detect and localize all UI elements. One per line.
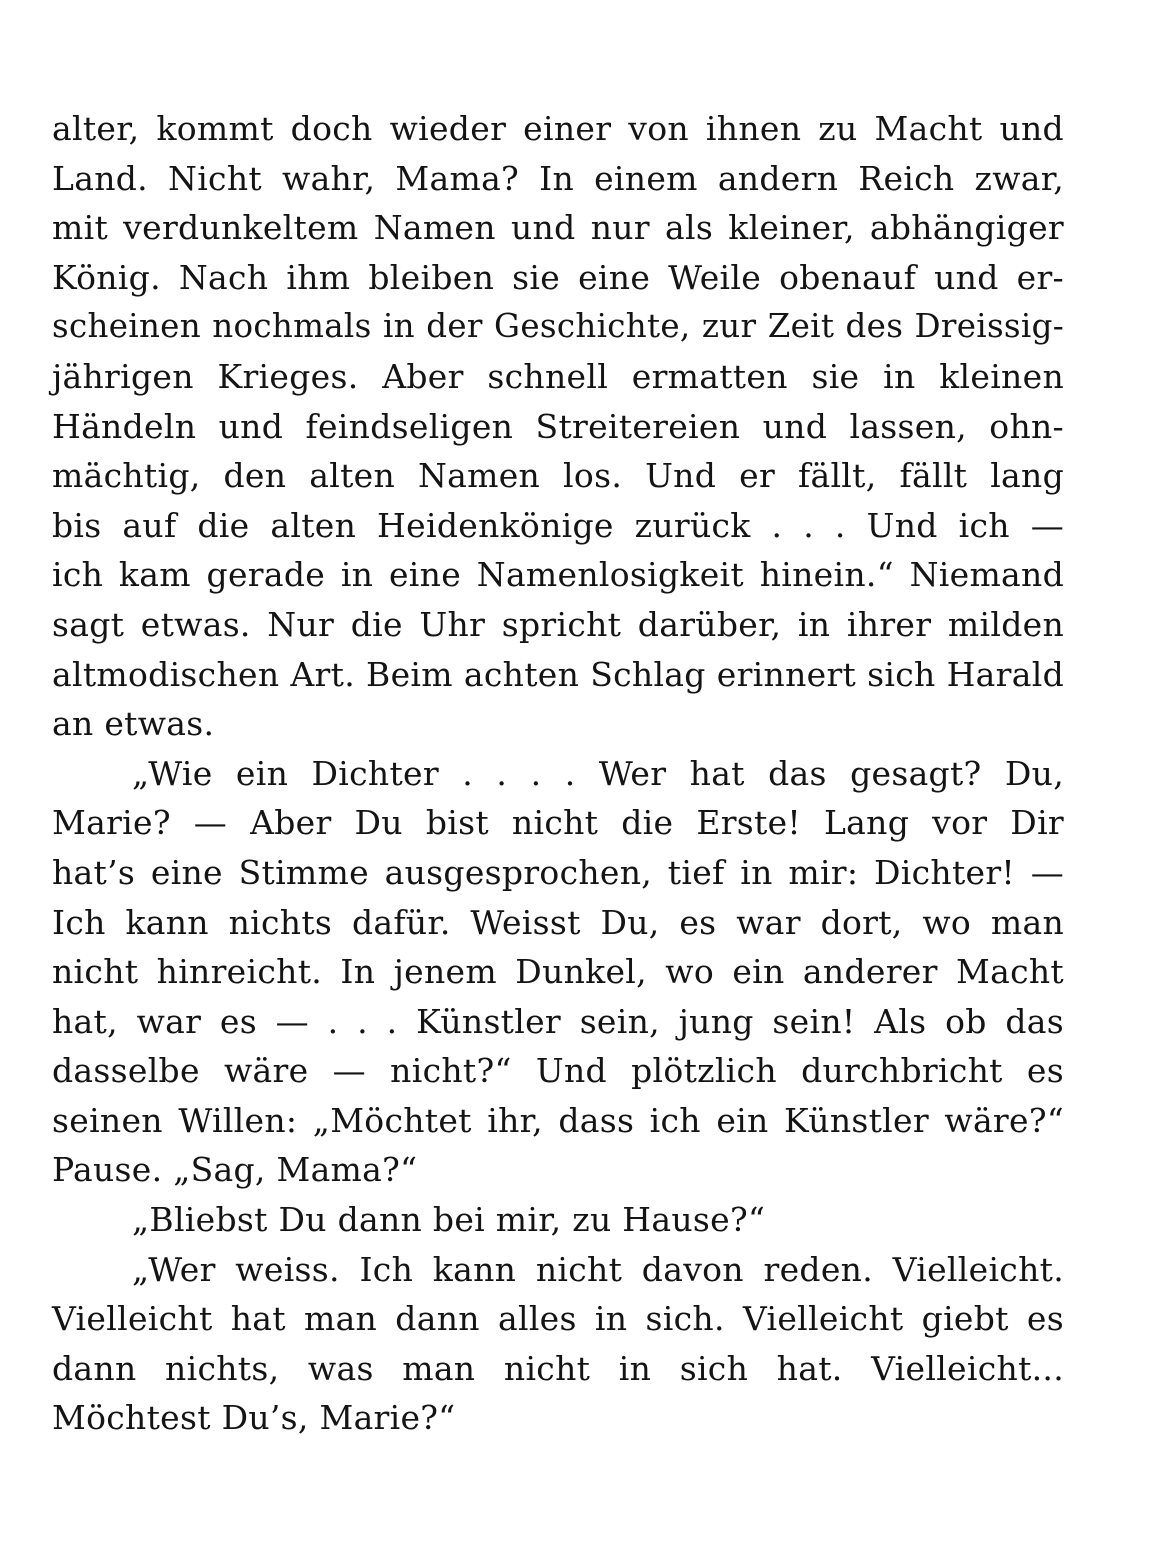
text-line: hat’s eine Stimme ausgesprochen, tief in mir: Dichter! — bbox=[52, 852, 1064, 892]
text-line: seinen Willen: „Möchtet ihr, dass ich ein Künstler wäre?“ bbox=[52, 1100, 1064, 1140]
text-line: scheinen nochmals in der Geschichte, zur Zeit des Dreissig- bbox=[52, 307, 1064, 346]
text-line: Ich kann nichts dafür. Weisst Du, es war dort, wo man bbox=[52, 902, 1064, 942]
text-line: Vielleicht hat man dann alles in sich. Vielleicht giebt es bbox=[52, 1299, 1064, 1339]
text-line: Land. Nicht wahr, Mama? In einem andern Reich zwar, bbox=[52, 158, 1064, 198]
text-line: alter, kommt doch wieder einer von ihnen zu Macht und bbox=[52, 109, 1064, 148]
text-line: dann nichts, was man nicht in sich hat. Vielleicht... bbox=[52, 1348, 1064, 1388]
text-line: an etwas. bbox=[52, 704, 215, 744]
text-line: jährigen Krieges. Aber schnell ermatten sie in kleinen bbox=[52, 356, 1064, 396]
page-text-block bbox=[52, 104, 1064, 1443]
text-line: Händeln und feindseligen Streitereien und lassen, ohn- bbox=[52, 406, 1064, 446]
text-line: Pause. „Sag, Mama?“ bbox=[52, 1150, 418, 1190]
text-line: mächtig, den alten Namen los. Und er fällt, fällt lang bbox=[52, 456, 1064, 496]
text-line: ich kam gerade in eine Namenlosigkeit hinein.“ Niemand bbox=[52, 555, 1064, 595]
text-line: „Bliebst Du dann bei mir, zu Hause?“ bbox=[132, 1200, 766, 1240]
text-line: Möchtest Du’s, Marie?“ bbox=[52, 1398, 456, 1438]
text-line: „Wie ein Dichter . . . . Wer hat das gesagt? Du, bbox=[132, 753, 1064, 793]
text-line: „Wer weiss. Ich kann nicht davon reden. Vielleicht. bbox=[132, 1249, 1064, 1289]
text-line: König. Nach ihm bleiben sie eine Weile obenauf und er- bbox=[52, 257, 1064, 297]
text-line: nicht hinreicht. In jenem Dunkel, wo ein anderer Macht bbox=[52, 952, 1064, 992]
text-line: dasselbe wäre — nicht?“ Und plötzlich durchbricht es bbox=[52, 1051, 1064, 1091]
text-line: mit verdunkeltem Namen und nur als kleiner, abhängiger bbox=[52, 208, 1064, 248]
text-line: sagt etwas. Nur die Uhr spricht darüber, in ihrer milden bbox=[52, 604, 1064, 644]
text-line: Marie? — Aber Du bist nicht die Erste! Lang vor Dir bbox=[52, 803, 1064, 843]
text-line: hat, war es — . . . Künstler sein, jung sein! Als ob das bbox=[52, 1001, 1064, 1041]
text-line: bis auf die alten Heidenkönige zurück . . . Und ich — bbox=[52, 505, 1064, 545]
text-line: altmodischen Art. Beim achten Schlag erinnert sich Harald bbox=[52, 654, 1064, 694]
